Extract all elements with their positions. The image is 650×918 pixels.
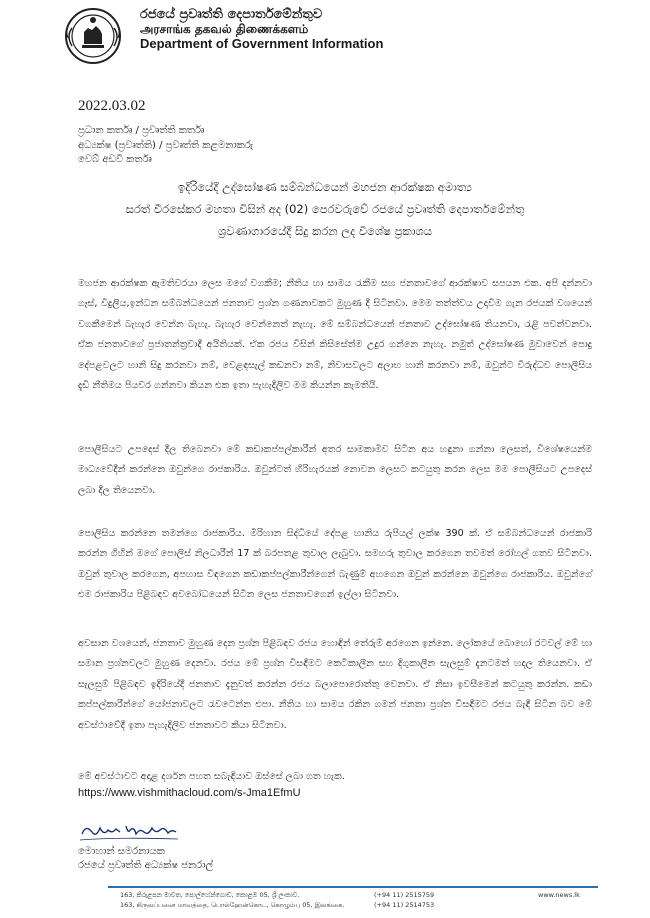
document-date: 2022.03.02 <box>78 98 146 114</box>
body-paragraph: පොලිසිය කරන්නෙ තමන්ගෙ රාජකාරිය. මිරිහාන සිද්ධියේ දේපළ හානිය රුපියල් ලක්ෂ 390 ක්. ඒ සම්බන්ධයෙන් රාජකාරි කරන්න ගිහින් මගේ පොලිස් නිලධාරීන් 17 ක් බරපතළ තුවාල ලැබුවා. සමහරු තුවාල කරගෙන තවමත් රෝහල් ගතව සිටිනවා. ඔවුන් තුවාල කරගෙන, අපහාස විඳගෙන කඩාකප්පල්කාරීන්ගෙන් බැණුම් අහගෙන ඔවුන් කරන්නෙ ඔවුන්ගෙ රාජකාරිය. ඔවුන්ගේ එම රාජකාරිය පිළිබඳව අවබෝධයෙන් සිටින ලෙස ජනතාවගෙන් ඉල්ලා සිටිනවා. <box>78 527 592 601</box>
title-line: සරත් වීරසේකර මහතා විසින් අද (02) පෙරවරුවේ රජයේ ප්‍රවෘත්ති දෙපාර්තමේන්තු <box>125 202 525 216</box>
body-paragraph: පොලීසියට උපදෙස් දීල තිබෙනවා මේ කඩාකප්පල්කාරීන් අතර සාමකාමීව සිටින අය හඳුනා ගන්නා ලෙසත්, විශේෂයෙන්ම මාධ්‍යවේදීන් කරන්නෙ ඔවුන්ගෙ රාජකාරිය. ඔවුන්ටත් හිරිහැරයක් නොවන ලෙසට කටයුතු කරන ලෙස මම පොලීසියට උපදෙස් ලබා දීල තියෙනවා. <box>78 443 592 496</box>
department-header <box>140 8 383 52</box>
title-line: ශ්‍රවණාගාරයේදී සිදු කරන ලද විශේෂ ප්‍රකාශය <box>217 224 432 238</box>
footer-divider <box>108 886 598 888</box>
title-line: ඉදිරියේදී උද්ඝෝෂණ සම්බන්ධයෙන් මහජන ආරක්ෂක අමාත්‍ය <box>178 180 472 194</box>
note-text: මේ අවස්ථාවට අදාළ දර්ශන පහත සබැඳියාව ඔස්සේ ලබා ගත හැක. <box>78 771 345 782</box>
statement-title <box>110 176 540 242</box>
signature-icon <box>78 820 208 844</box>
department-name-english: Department of Government Information <box>140 35 384 51</box>
government-emblem-icon <box>62 6 124 66</box>
recipient-line: වෙබ් අඩවි කර්තෘ <box>78 154 152 165</box>
telephone-line: (+94 11) 2514753 <box>374 901 435 909</box>
address-line: 163, கிருலப்பனை மாவத்தை, பொல்ஹேன்கொட, கொழும்பு 05, இலங்கை. <box>120 901 345 909</box>
recipient-line: ප්‍රධාන කර්තෘ / ප්‍රවෘත්ති කර්තෘ <box>78 125 205 136</box>
signer-block <box>78 845 213 873</box>
body-paragraph: අවසාන වශයෙන්, ජනතාව මුහුණ දෙන ප්‍රශ්න පිළිබඳව රජය හොඳින් තේරුම් අරගෙන ඉන්නෙ. ලෝකයේ බොහෝ රටවල් මේ හා සමාන ප්‍රශ්නවලට මුහුණ දෙනවා. රජය මේ ප්‍රශ්න විසඳීමට කෙටිකාලීන සහ දිගුකාලීන සැලසුම් දැනටමත් හදල තියෙනවා. ඒ සැලසුම් පිළිබඳව ඉදිරියේදී ජනතාව දැනුවත් කරන්න රජය බලාපොරොත්තු වෙනවා. ඒ නිසා ඉවසීමෙන් කටයුතු කරන්න. කඩා කප්පල්කාරීන්ගේ යෝජනාවලට රැවටෙන්න එපා. නීතිය හා සාමය රකින ගමන් ජනතා ප්‍රශ්න විසඳීමට රජය බැඳී සිටින බව මේ අවස්ථාවේදී ඉතා පැහැදිලිව ජනතාවට කියා සිටිනවා. <box>78 637 592 731</box>
video-link[interactable]: https://www.vishmithacloud.com/s-Jma1EfmU <box>78 787 301 799</box>
recipient-line: අධ්‍යක්ෂ (ප්‍රවෘත්ති) / ප්‍රවෘත්ති කළමනාකරු <box>78 139 254 151</box>
department-name-tamil: அரசாங்க தகவல் திணைக்களம் <box>140 21 309 36</box>
footer <box>78 886 598 918</box>
address-line: 163, කිරුළපන මාවත, පොල්හේන්ගොඩ, කොළඹ 05, ශ්‍රී ලංකාව. <box>120 891 300 899</box>
department-name-sinhala: රජයේ ප්‍රවෘත්ති දෙපාර්තමේන්තුව <box>140 7 323 22</box>
signer-title: රජයේ ප්‍රවෘත්ති අධ්‍යක්ෂ ජනරාල් <box>78 860 214 871</box>
video-link-note <box>78 769 345 801</box>
signer-name: මොහාන් සමරනායක <box>78 846 165 857</box>
recipients-list <box>78 124 253 168</box>
footer-website[interactable]: www.news.lk <box>538 891 580 899</box>
footer-telephone <box>374 890 434 910</box>
telephone-line: (+94 11) 2515759 <box>374 891 435 899</box>
footer-address <box>120 890 344 910</box>
body-paragraph: මහජන ආරක්ෂක ඇමතිවරයා ලෙස මගේ වගකීම; නීතිය හා සාමය රැකීම සහ ජනතාවගේ ආරක්ෂාව සපයන එක. අපි දන්නවා ගෑස්, විදුලිය,ඉන්ධන සම්බන්ධයෙන් ජනතාව ප්‍රශ්න ගණනාවකට මුහුණ දී සිටිනවා. මෙම තත්ත්වය උදාවීම ගැන රජයක් වශයෙන් වගකීමෙන් බැහැර වෙන්න බැහැ. බැහැර වෙන්නෙත් නැහැ. මේ සම්බන්ධයෙන් ජනතාව උද්ඝෝෂණ තියනවා, රැළි පවත්වනවා. ඒක ජනතාවගේ ප්‍රජාතන්ත්‍රවාදී අයිතියක්. ඒක රජය විසින් කිසිසේත්ම උදුර ගන්නෙ නැහැ. නමුත් උද්ඝෝෂණ මුවාවෙන් පොදු දේපළවලට හානි සිදු කරනවා නම්, වෙළඳසැල් කඩනවා නම්, නිවාසවලට අලාභ හානි කරනවා නම්, ඔවුන්ට විරුද්ධව පොලීසිය දැඩි නීතිමය පියවර ගන්නවා කියන එක ඉතා පැහැදිලිව මම කියන්න කැමතියි. <box>78 277 592 392</box>
